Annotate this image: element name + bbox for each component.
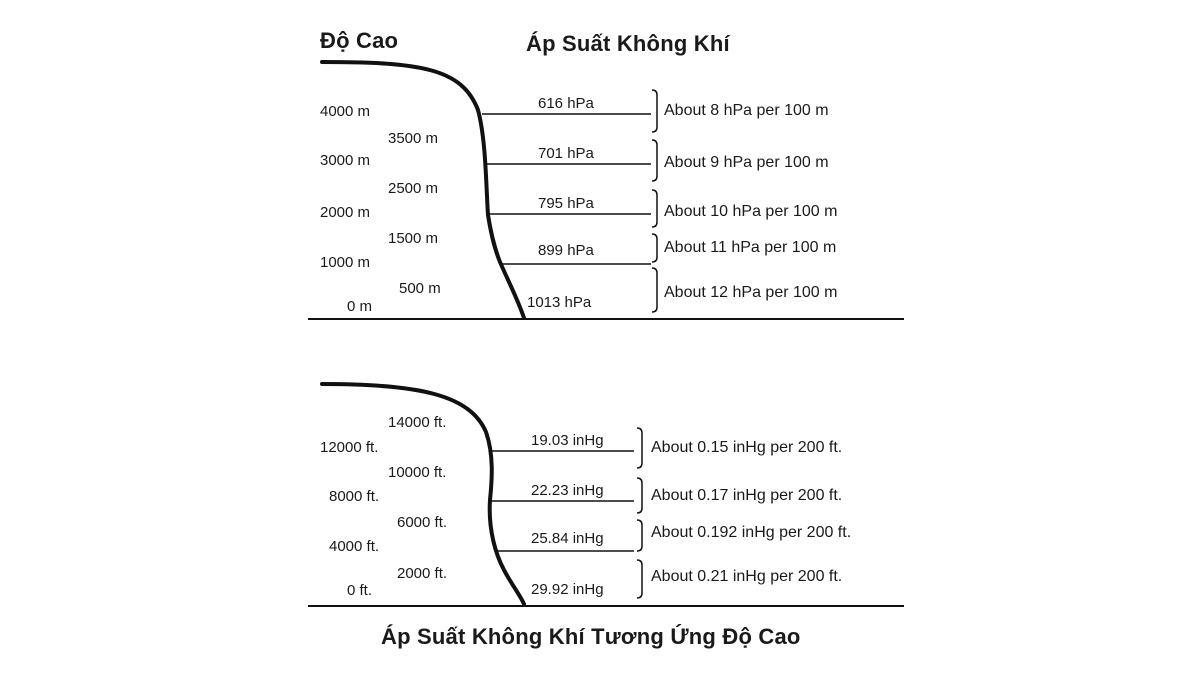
top-bracket-3: [652, 190, 657, 227]
top-rate-label: About 12 hPa per 100 m: [664, 284, 838, 301]
top-pressure-value: 1013 hPa: [527, 294, 592, 311]
top-pressure-value: 795 hPa: [538, 195, 594, 212]
top-altitude-mid-label: 1500 m: [388, 230, 439, 247]
bottom-rate-label: About 0.192 inHg per 200 ft.: [651, 524, 852, 541]
top-bracket-1: [652, 90, 657, 132]
bottom-bracket-4: [637, 560, 642, 598]
pressure-heading: Áp Suất Không Khí: [526, 31, 730, 56]
top-pressure-value: 899 hPa: [538, 242, 594, 259]
top-altitude-mid-label: 3500 m: [388, 130, 439, 147]
altitude-heading: Độ Cao: [320, 28, 399, 53]
top-bracket-4: [652, 234, 657, 262]
top-rate-label: About 9 hPa per 100 m: [664, 154, 829, 171]
bottom-altitude-label: 0 ft.: [347, 582, 373, 599]
bottom-altitude-label: 12000 ft.: [320, 439, 379, 456]
top-rate-label: About 8 hPa per 100 m: [664, 102, 829, 119]
bottom-bracket-1: [637, 428, 642, 468]
bottom-pressure-value: 25.84 inHg: [531, 530, 604, 547]
top-altitude-label: 4000 m: [320, 103, 371, 120]
top-altitude-label: 0 m: [347, 298, 373, 315]
top-rate-label: About 10 hPa per 100 m: [664, 203, 838, 220]
top-altitude-label: 2000 m: [320, 204, 371, 221]
top-bracket-2: [652, 140, 657, 181]
bottom-pressure-value: 19.03 inHg: [531, 432, 604, 449]
bottom-pressure-value: 22.23 inHg: [531, 482, 604, 499]
top-pressure-value: 701 hPa: [538, 145, 594, 162]
bottom-altitude-label: 8000 ft.: [329, 488, 380, 505]
bottom-altitude-mid-label: 10000 ft.: [388, 464, 447, 481]
top-bracket-5: [652, 268, 657, 312]
top-altitude-label: 3000 m: [320, 152, 371, 169]
top-rate-label: About 11 hPa per 100 m: [664, 239, 837, 256]
bottom-rate-label: About 0.17 inHg per 200 ft.: [651, 487, 843, 504]
bottom-altitude-mid-label: 6000 ft.: [397, 514, 448, 531]
top-altitude-mid-label: 2500 m: [388, 180, 439, 197]
top-altitude-mid-label: 500 m: [399, 280, 441, 297]
bottom-altitude-label: 4000 ft.: [329, 538, 380, 555]
bottom-bracket-2: [637, 478, 642, 513]
bottom-rate-label: About 0.15 inHg per 200 ft.: [651, 439, 843, 456]
bottom-pressure-value: 29.92 inHg: [531, 581, 604, 598]
bottom-altitude-mid-label: 14000 ft.: [388, 414, 447, 431]
bottom-rate-label: About 0.21 inHg per 200 ft.: [651, 568, 843, 585]
bottom-bracket-3: [637, 520, 642, 551]
diagram-caption: Áp Suất Không Khí Tương Ứng Độ Cao: [381, 624, 801, 649]
top-altitude-label: 1000 m: [320, 254, 371, 271]
top-pressure-value: 616 hPa: [538, 95, 594, 112]
bottom-altitude-mid-label: 2000 ft.: [397, 565, 448, 582]
